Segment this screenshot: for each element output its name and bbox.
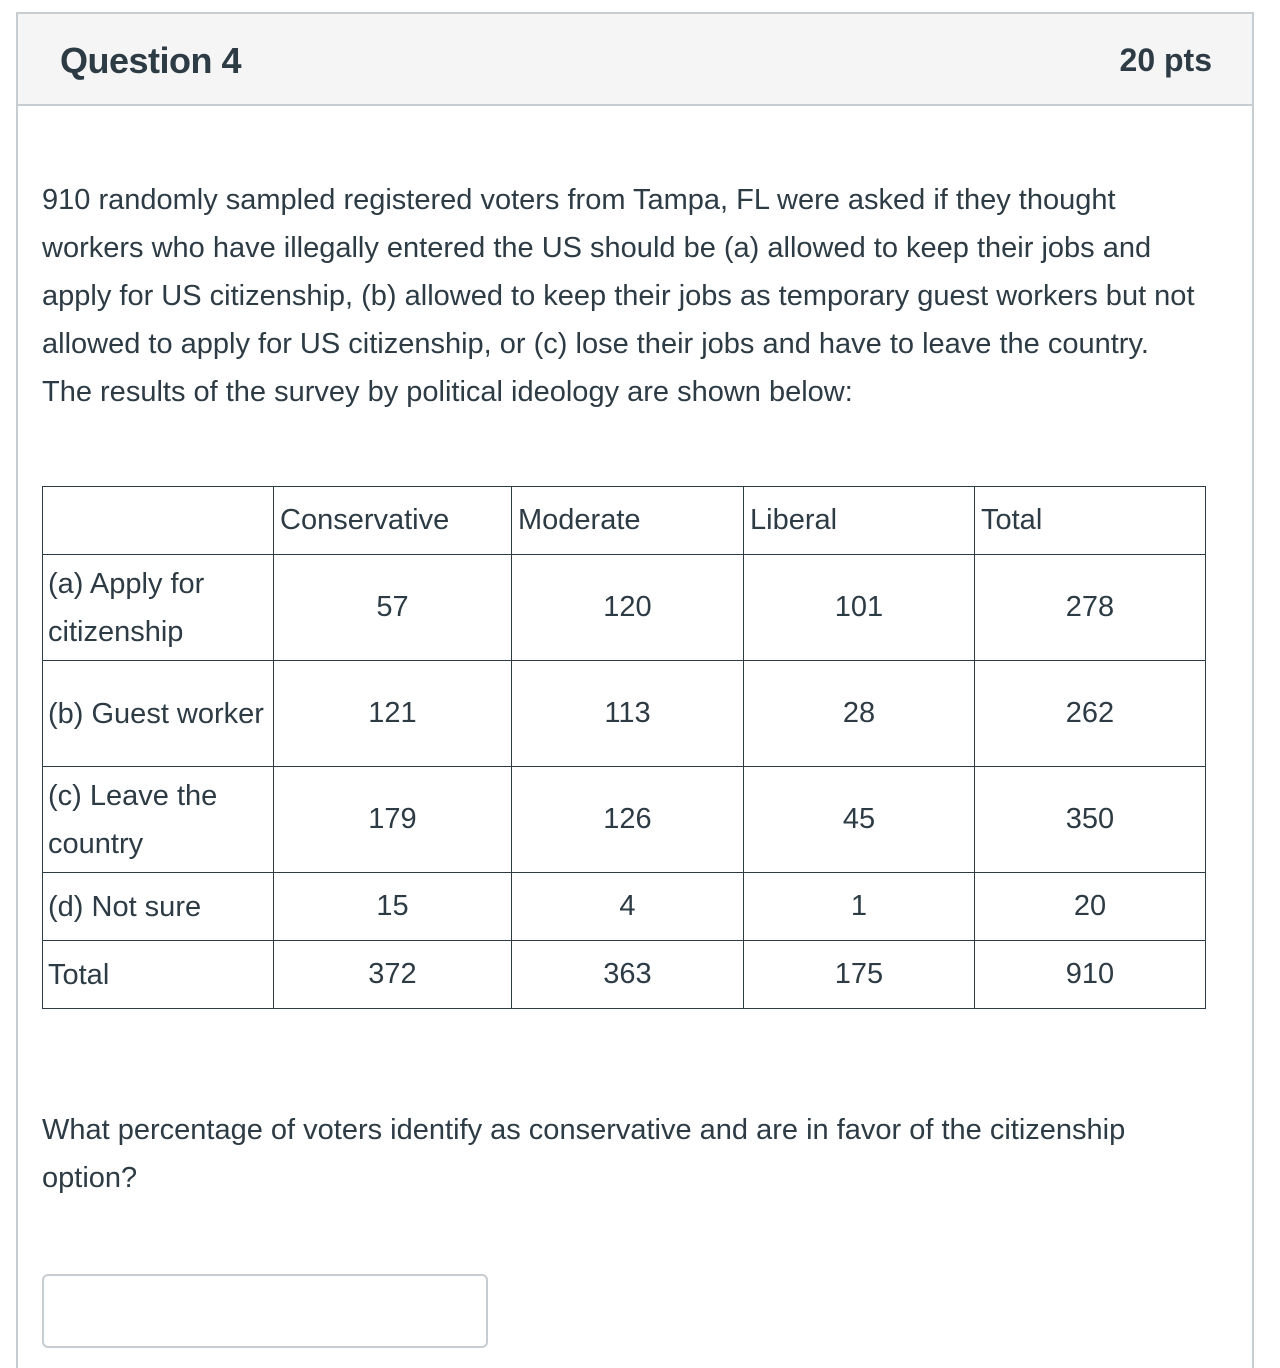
- question-title: Question 4: [60, 40, 242, 81]
- table-cell: 1: [744, 873, 975, 941]
- question-prompt: What percentage of voters identify as conservative and are in favor of the citizenship option?: [42, 1114, 1126, 1194]
- question-text: 910 randomly sampled registered voters from Tampa, FL were asked if they thought workers who have illegally entered the US should be (a) allowed to keep their jobs and apply for US citizenship, (b) allowed to keep their jobs as temporary guest workers but not allowed to apply for US citizenship, or (c) lose their jobs and have to leave the country. The results of the survey by political ideology are shown below:: [42, 184, 1195, 408]
- table-row: [43, 555, 1206, 661]
- table-cell: 28: [744, 661, 975, 767]
- table-cell: 20: [975, 873, 1206, 941]
- table-row: [43, 941, 1206, 1009]
- row-label: (b) Guest worker: [43, 661, 274, 767]
- table-cell: 113: [512, 661, 744, 767]
- row-label: (c) Leave the country: [43, 767, 274, 873]
- question-header: [18, 14, 1252, 106]
- table-cell: 175: [744, 941, 975, 1009]
- table-cell: 278: [975, 555, 1206, 661]
- table-header-cell: Conservative: [274, 487, 512, 555]
- table-cell: 101: [744, 555, 975, 661]
- table-header-row: [43, 487, 1206, 555]
- survey-table: [42, 486, 1206, 1009]
- row-label: Total: [43, 941, 274, 1009]
- table-cell: 57: [274, 555, 512, 661]
- table-header-cell: [43, 487, 274, 555]
- table-cell: 179: [274, 767, 512, 873]
- table-cell: 126: [512, 767, 744, 873]
- table-cell: 121: [274, 661, 512, 767]
- table-cell: 4: [512, 873, 744, 941]
- table-cell: 262: [975, 661, 1206, 767]
- table-cell: 372: [274, 941, 512, 1009]
- table-cell: 910: [975, 941, 1206, 1009]
- table-header-cell: Moderate: [512, 487, 744, 555]
- table-cell: 15: [274, 873, 512, 941]
- answer-input[interactable]: [42, 1274, 488, 1348]
- table-row: [43, 767, 1206, 873]
- table-cell: 363: [512, 941, 744, 1009]
- table-row: [43, 661, 1206, 767]
- table-cell: 350: [975, 767, 1206, 873]
- table-header-cell: Liberal: [744, 487, 975, 555]
- table-header-cell: Total: [975, 487, 1206, 555]
- table-row: [43, 873, 1206, 941]
- table-cell: 45: [744, 767, 975, 873]
- row-label: (d) Not sure: [43, 873, 274, 941]
- row-label: (a) Apply for citizenship: [43, 555, 274, 661]
- question-points: 20 pts: [1119, 42, 1212, 78]
- table-cell: 120: [512, 555, 744, 661]
